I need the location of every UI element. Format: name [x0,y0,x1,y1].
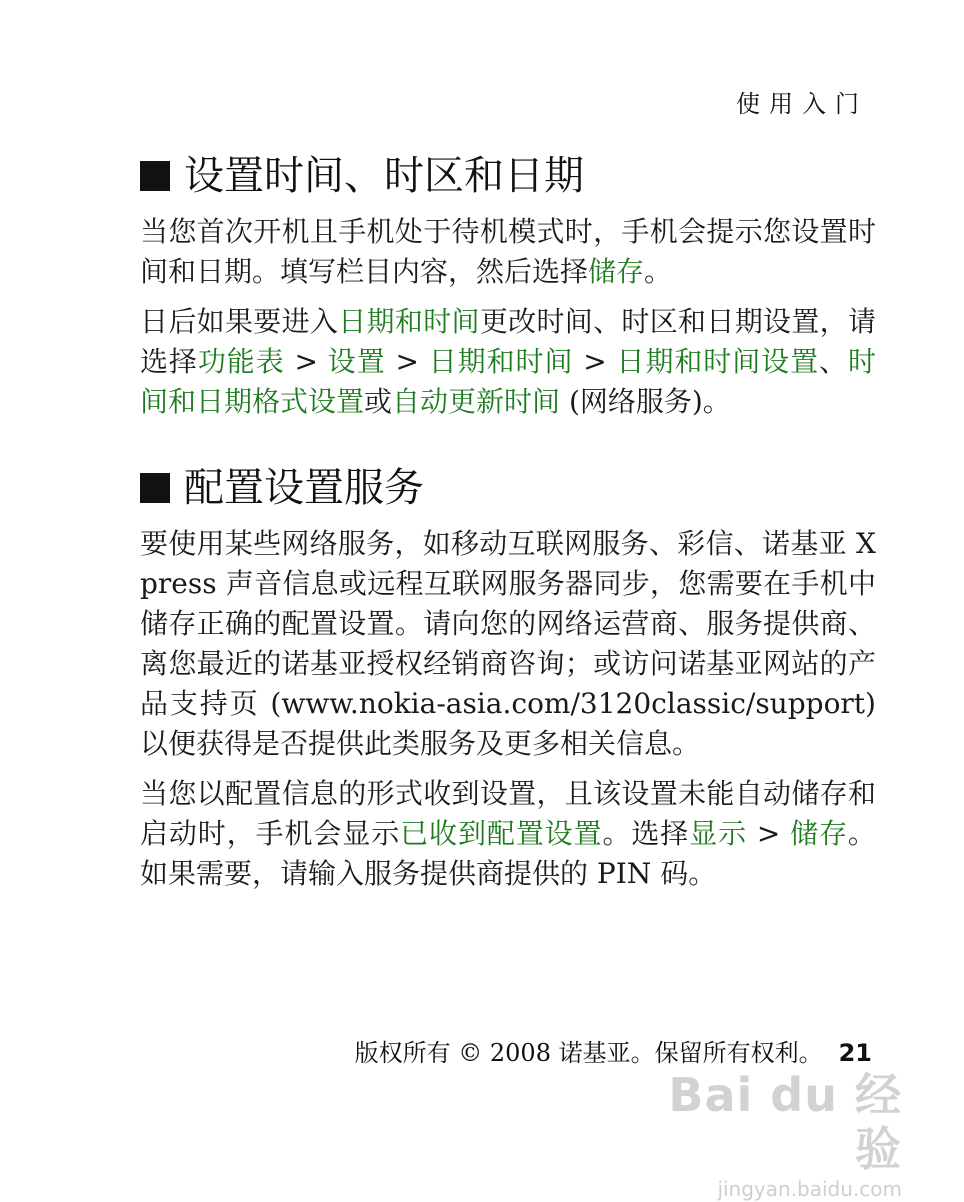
text-run: 更改时间、时区和日期设置，请选择 [140,305,876,378]
path-separator: > [747,817,791,850]
menu-term-date-time: 日期和时间 [338,305,480,338]
paragraph-change-date-time [140,302,876,422]
menu-term-settings: 设置 [327,345,386,378]
section-title-time-date [140,148,876,204]
menu-term-config-received: 已收到配置设置 [400,817,603,850]
paragraph-first-startup [140,212,876,292]
watermark-url: jingyan.baidu.com [717,1177,902,1201]
text-run: 或 [364,385,393,418]
menu-term-show: 显示 [689,817,748,850]
section-title-text: 配置设置服务 [184,465,424,511]
text-run: 日后如果要进入 [140,305,339,338]
page-footer [355,1033,872,1068]
menu-term-menu: 功能表 [197,345,285,378]
text-run: 。如果需要，请输入服务提供商提供的 PIN 码。 [140,817,876,890]
text-run: 、 [819,345,848,378]
paragraph-config-message [140,774,876,894]
menu-term-save: 储存 [790,817,848,850]
text-run: 。选择 [602,817,690,850]
menu-term-auto-update: 自动更新时间 [392,385,561,418]
text-run: 当您以配置信息的形式收到设置，且该设置未能自动储存和启动时，手机会显示 [140,777,876,850]
baidu-jingyan-watermark [652,1068,902,1201]
path-separator: > [573,345,617,378]
path-separator: > [284,345,328,378]
square-bullet-icon [140,473,170,503]
copyright-text: 版权所有 © 2008 诺基亚。保留所有权利。 [354,1039,823,1067]
square-bullet-icon [140,161,170,191]
watermark-logo: Bai du 经验 [668,1068,902,1176]
section-title-text: 设置时间、时区和日期 [184,153,584,199]
menu-term-date-time-settings: 日期和时间设置 [616,345,820,378]
path-separator: > [385,345,429,378]
text-run: 。 [644,255,673,288]
menu-term-date-time: 日期和时间 [428,345,574,378]
page-number: 21 [838,1039,872,1067]
text-run: (网络服务)。 [560,385,731,418]
menu-term-format-settings: 时间和日期格式设置 [140,345,876,418]
section-title-config-service [140,460,876,516]
chapter-header: 使用入门 [736,90,868,118]
page-content [140,148,876,904]
menu-term-save: 储存 [588,255,645,288]
paragraph-network-services [140,524,876,764]
text-run: 当您首次开机且手机处于待机模式时，手机会提示您设置时间和日期。填写栏目内容，然后选择 [140,215,876,288]
text-run: 要使用某些网络服务，如移动互联网服务、彩信、诺基亚 Xpress 声音信息或远程互联网服务器同步，您需要在手机中储存正确的配置设置。请向您的网络运营商、服务提供商、离您最近的诺基亚授权经销商咨询；或访问诺基亚网站的产品支持页 (www.nokia-asia.com/3120classic/support) 以便获得是否提供此类服务及更多相关信息。 [140,527,876,760]
